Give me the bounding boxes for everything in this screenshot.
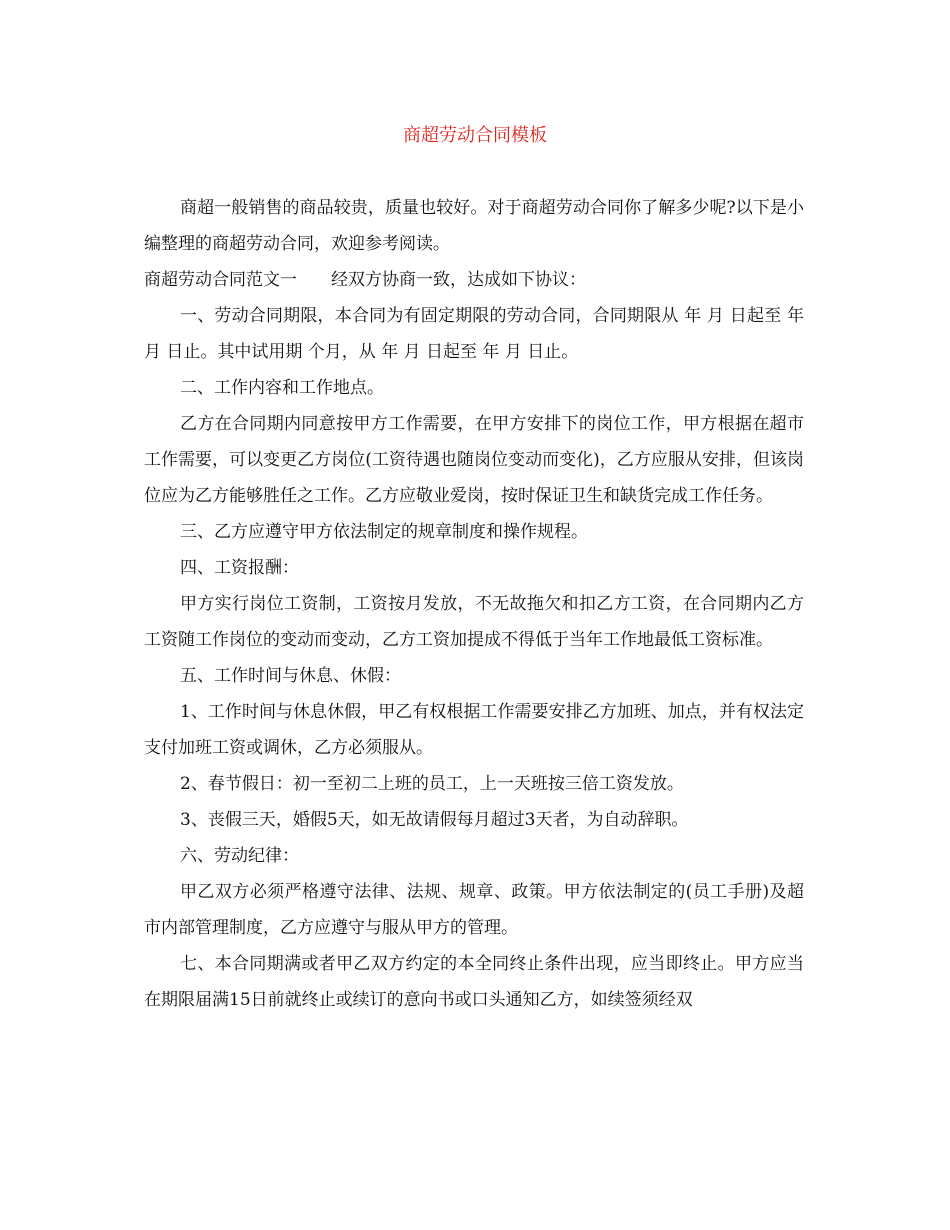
paragraph-clause-1: 一、劳动合同期限，本合同为有固定期限的劳动合同，合同期限从 年 月 日起至 年 月 日止。其中试用期 个月，从 年 月 日起至 年 月 日止。 [144, 306, 804, 362]
paragraph-clause-5-item-1: 1、工作时间与休息休假，甲乙有权根据工作需要安排乙方加班、加点，并有权法定支付加班工资或调休，乙方必须服从。 [144, 702, 804, 758]
paragraph-clause-2-body: 乙方在合同期内同意按甲方工作需要，在甲方安排下的岗位工作，甲方根据在超市工作需要，可以变更乙方岗位(工资待遇也随岗位变动而变化)，乙方应服从安排，但该岗位应为乙方能够胜任之工作。乙方应敬业爱岗，按时保证卫生和缺货完成工作任务。 [144, 414, 804, 506]
paragraph-clause-4-heading: 四、工资报酬： [180, 558, 299, 578]
paragraph-clause-2-heading: 二、工作内容和工作地点。 [180, 378, 384, 398]
paragraph-clause-6-heading: 六、劳动纪律： [180, 846, 299, 866]
paragraph-clause-3: 三、乙方应遵守甲方依法制定的规章制度和操作规程。 [180, 522, 588, 542]
paragraph-clause-5-item-2: 2、春节假日：初一至初二上班的员工，上一天班按三倍工资发放。 [180, 774, 684, 794]
paragraph-sample-heading: 商超劳动合同范文一 经双方协商一致，达成如下协议： [144, 270, 586, 290]
paragraph-intro: 商超一般销售的商品较贵，质量也较好。对于商超劳动合同你了解多少呢?以下是小编整理的商超劳动合同，欢迎参考阅读。 [144, 198, 804, 254]
paragraph-clause-6-body: 甲乙双方必须严格遵守法律、法规、规章、政策。甲方依法制定的(员工手册)及超市内部管理制度，乙方应遵守与服从甲方的管理。 [144, 882, 804, 938]
paragraph-clause-7: 七、本合同期满或者甲乙双方约定的本全同终止条件出现，应当即终止。甲方应当在期限届满15日前就终止或续订的意向书或口头通知乙方，如续签须经双 [144, 954, 804, 1010]
document-body [144, 190, 804, 1018]
paragraph-clause-5-item-3: 3、丧假三天，婚假5天，如无故请假每月超过3天者，为自动辞职。 [180, 810, 689, 830]
paragraph-clause-5-heading: 五、工作时间与休息、休假： [180, 666, 401, 686]
paragraph-clause-4-body: 甲方实行岗位工资制，工资按月发放，不无故拖欠和扣乙方工资，在合同期内乙方工资随工作岗位的变动而变动，乙方工资加提成不得低于当年工作地最低工资标准。 [144, 594, 804, 650]
document-title: 商超劳动合同模板 [403, 125, 547, 146]
